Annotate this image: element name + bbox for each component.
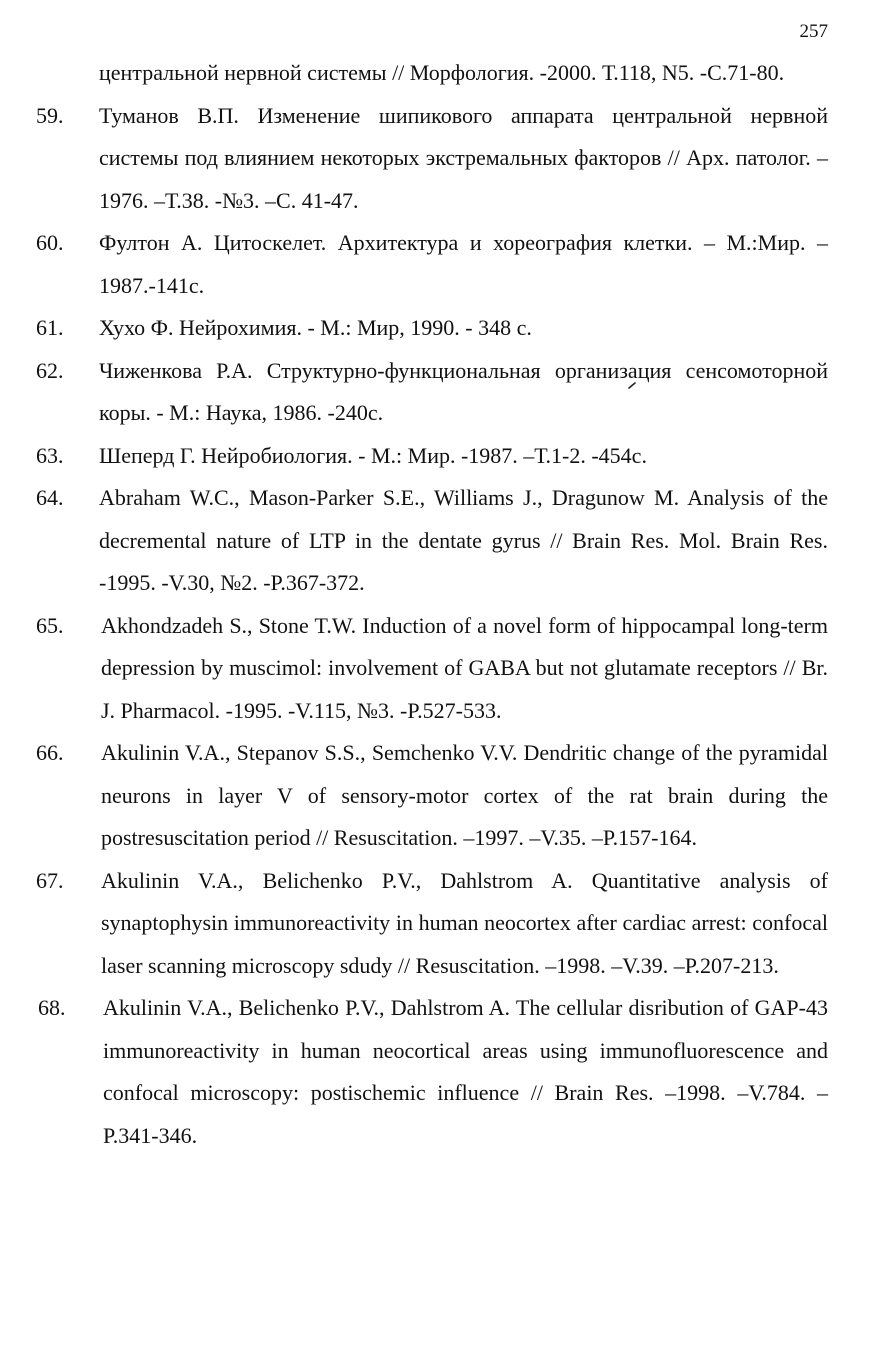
reference-item-67 — [36, 860, 828, 988]
reference-continuation — [36, 52, 828, 95]
reference-number: 65. — [36, 612, 64, 638]
reference-number: 63. — [36, 442, 64, 468]
reference-text: Туманов В.П. Изменение шипикового аппарата центральной нервной системы под влиянием некоторых экстремальных факторов // Арх. патолог. –1976. –Т.38. -№3. –С. 41-47. — [99, 102, 828, 213]
reference-item-59 — [36, 95, 828, 223]
reference-text: Abraham W.C., Mason-Parker S.E., Williams J., Dragunow M. Analysis of the decremental nature of LTP in the dentate gyrus // Brain Res. Mol. Brain Res. -1995. -V.30, №2. -P.367-372. — [99, 485, 828, 595]
reference-number: 68. — [38, 995, 66, 1020]
reference-item-64 — [36, 477, 828, 605]
reference-item-65 — [36, 605, 828, 733]
reference-text: Фултон А. Цитоскелет. Архитектура и хореография клетки. – М.:Мир. –1987.-141с. — [99, 230, 828, 298]
reference-item-66 — [36, 732, 828, 860]
reference-text: Шеперд Г. Нейробиология. - М.: Мир. -1987. –Т.1-2. -454с. — [99, 442, 647, 468]
reference-list — [36, 52, 828, 1157]
reference-number: 64. — [36, 485, 64, 510]
reference-number: 61. — [36, 315, 64, 340]
reference-item-68 — [36, 987, 828, 1157]
reference-number: 59. — [36, 102, 64, 128]
pen-mark — [628, 380, 638, 390]
reference-text: Чиженкова Р.А. Структурно-функциональная организация сенсомоторной коры. - М.: Наука, 1986. -240с. — [99, 357, 828, 425]
reference-number: 67. — [36, 867, 64, 893]
reference-number: 66. — [36, 740, 64, 765]
reference-number: 60. — [36, 230, 64, 255]
reference-item-60 — [36, 222, 828, 307]
reference-text: Akulinin V.A., Stepanov S.S., Semchenko V.V. Dendritic change of the pyramidal neurons in layer V of sensory-motor cortex of the rat brain during the postresuscitation period // Resuscitation. –1997. –V.35. –P.157-164. — [101, 740, 828, 850]
reference-number: 62. — [36, 357, 64, 383]
reference-text: Akulinin V.A., Belichenko P.V., Dahlstrom A. The cellular disribution of GAP-43 immunoreactivity in human neocortical areas using immunofluorescence and confocal microscopy: postischemic influence // Brain Res. –1998. –V.784. –P.341-346. — [103, 995, 828, 1148]
page-number: 257 — [799, 21, 828, 42]
reference-text: Akhondzadeh S., Stone T.W. Induction of a novel form of hippocampal long-term depression by muscimol: involvement of GABA but not glutamate receptors // Br. J. Pharmacol. -1995. -V.115, №3. -P.527-533. — [101, 612, 828, 723]
reference-text: Хухо Ф. Нейрохимия. - М.: Мир, 1990. - 348 с. — [99, 315, 532, 340]
reference-text: Akulinin V.A., Belichenko P.V., Dahlstrom A. Quantitative analysis of synaptophysin immunoreactivity in human neocortex after cardiac arrest: confocal laser scanning microscopy sdudy // Resuscitation. –1998. –V.39. –P.207-213. — [101, 867, 828, 978]
reference-item-62 — [36, 350, 828, 435]
reference-item-63 — [36, 435, 828, 478]
reference-text: центральной нервной системы // Морфология. -2000. Т.118, N5. -С.71-80. — [99, 60, 785, 85]
reference-item-61 — [36, 307, 828, 350]
